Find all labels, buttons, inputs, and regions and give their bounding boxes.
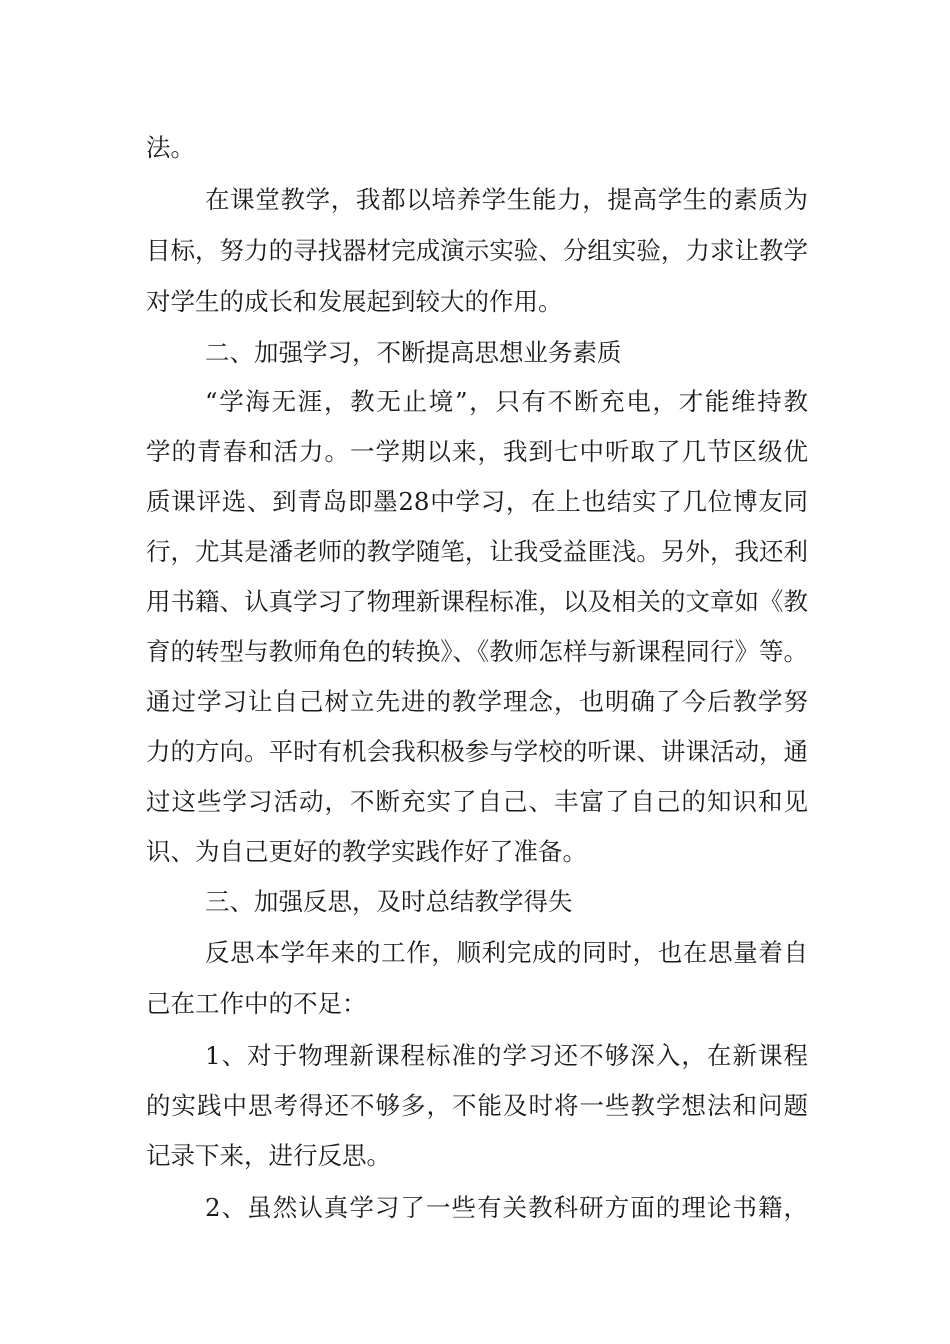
text-line-12: 通过学习让自己树立先进的教学理念，也明确了今后教学努: [146, 687, 808, 716]
text-line-13: 力的方向。平时有机会我积极参与学校的听课、讲课活动，通: [146, 737, 808, 766]
section-heading-3: 三、加强反思，及时总结教学得失: [205, 887, 573, 916]
text-line-14: 过这些学习活动，不断充实了自己、丰富了自己的知识和见: [146, 787, 808, 816]
text-line-18: 己在工作中的不足：: [146, 989, 367, 1018]
text-line-21: 记录下来，进行反思。: [146, 1141, 391, 1170]
text-line-20: 的实践中思考得还不够多，不能及时将一些教学想法和问题: [146, 1091, 808, 1120]
text-line-6: “学海无涯，教无止境”，只有不断充电，才能维持教: [205, 387, 808, 416]
text-line-10: 用书籍、认真学习了物理新课程标准，以及相关的文章如《教: [146, 587, 808, 616]
text-line-2: 在课堂教学，我都以培养学生能力，提高学生的素质为: [205, 185, 808, 214]
text-line-1: 法。: [146, 133, 195, 162]
text-line-11: 育的转型与教师角色的转换》、《教师怎样与新课程同行》等。: [146, 637, 808, 666]
text-line-15: 识、为自己更好的教学实践作好了准备。: [146, 837, 587, 866]
text-line-4: 对学生的成长和发展起到较大的作用。: [146, 287, 563, 316]
list-item-2: 2、虽然认真学习了一些有关教科研方面的理论书籍，: [205, 1193, 808, 1222]
text-line-9: 行，尤其是潘老师的教学随笔，让我受益匪浅。另外，我还利: [146, 537, 808, 566]
text-line-3: 目标，努力的寻找器材完成演示实验、分组实验，力求让教学: [146, 236, 808, 265]
text-line-7: 学的青春和活力。一学期以来，我到七中听取了几节区级优: [146, 437, 808, 466]
text-line-17: 反思本学年来的工作，顺利完成的同时，也在思量着自: [205, 938, 808, 967]
text-line-8: 质课评选、到青岛即墨28中学习，在上也结实了几位博友同: [146, 487, 808, 516]
list-item-1: 1、对于物理新课程标准的学习还不够深入，在新课程: [205, 1041, 808, 1070]
section-heading-2: 二、加强学习，不断提高思想业务素质: [205, 338, 622, 367]
